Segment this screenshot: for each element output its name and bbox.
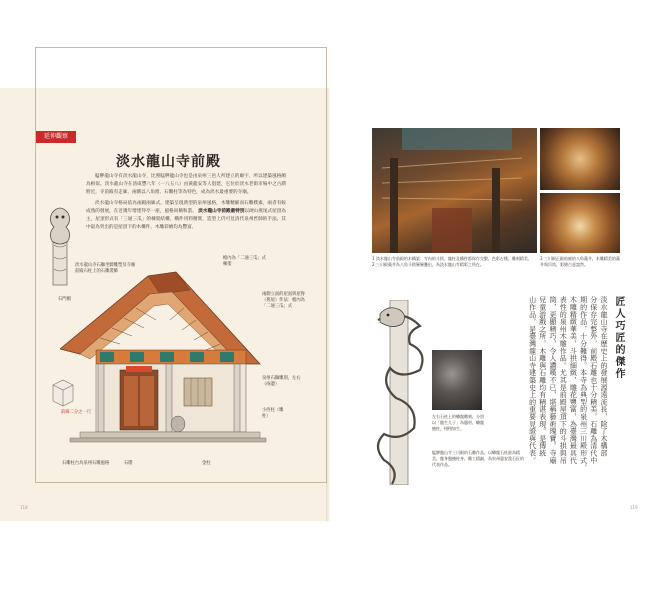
dragon-note-1: 左右石柱上的蟠龍雕刻，分別以「龍生九子」為題材，蟠龍繞柱，栩栩如生。 bbox=[432, 414, 484, 431]
vertical-line-4: 木雕精緻華美，斗拱細緻，雕花豐富，為臺灣最具代 bbox=[569, 296, 578, 464]
vertical-line-5: 表性的泉州木雕作品。尤其是前殿屋頂下的斗拱與吊 bbox=[559, 296, 568, 464]
truss-label: 檐內為「二通三瓜」式棟架 bbox=[223, 256, 266, 267]
temple-front-hall-drawing bbox=[60, 264, 270, 454]
caisson-ceiling-photo-1 bbox=[540, 128, 620, 190]
door-arch-label: 石門楣 bbox=[58, 297, 71, 302]
page-title: 淡水龍山寺前殿 bbox=[116, 154, 221, 170]
left-page-number: 118 bbox=[20, 505, 28, 510]
intro-paragraph-2-text: 淡水龍山寺格局依為兩殿兩廊式，建築呈現典型的泉州風格，木雕精細而石雕樸素，兩者有較成熟的發展，在近幾年增建拜亭一座，風格尚稱和諧。 bbox=[86, 201, 286, 214]
section-title: 匠人巧匠的傑作 bbox=[613, 296, 624, 380]
vertical-body-text bbox=[527, 296, 609, 492]
vertical-line-6: 筒，更顯精巧，令人讚嘆不已，堪稱藝術瑰寶。寺廟 bbox=[548, 296, 557, 464]
dragon-note-2: 艋舺龍山寺三川殿的石雕作品，以蟠龍石柱最為精美，龍身盤繞柱身，雕工精細，為泉州惠安派石匠的代表作品。 bbox=[432, 450, 524, 467]
intro-text bbox=[86, 173, 286, 235]
vertical-line-1: 淡水龍山寺在歷史上的發展源遠流長，除了木構部 bbox=[600, 296, 608, 457]
lion-label: 淡水龍山寺石獅坐騎雕塑及寺廟前殿石柱上的石雕裝飾 bbox=[75, 263, 136, 274]
intro-paragraph-1: 艋舺龍山寺有淡水龍山寺，比照艋舺龍山寺也是由泉州三邑人所建立的廟宇，所以建築風格頗為相似。淡水龍山寺在清咸豐八年（一八五八）由黃龍安等人倡建，它位於淡水老街市場中之古蹟附近，寺前殿有走廊，兩側以八角窗、石雕柱等為特色，成為淡水最重要的寺廟。 bbox=[86, 174, 286, 195]
temple-interior-detail bbox=[372, 128, 537, 253]
caisson-ceiling-photo-2 bbox=[540, 193, 620, 253]
base-label: 石雕柱台為泉州石雕風格 bbox=[62, 461, 110, 466]
intro-bold: 淡水龍山寺前殿最特別 bbox=[198, 209, 245, 214]
vertical-line-2: 分保存完整外，前殿石雕也十分精美，石雕為清代中 bbox=[589, 296, 598, 464]
photo-caption-1: 1 淡水龍山寺前殿的木構架：寺內的斗拱、龍柱及構件都保存完整，色彩古樸，雕刻精美。2 三川殿藻井為八角斗拱層層疊出，為淡水龍山寺精彩之所在。 bbox=[372, 256, 532, 267]
pillar-label: 金柱 bbox=[202, 461, 211, 466]
vertical-line-8: 山作品，是臺灣龍山寺建築史上的重要見證與代表。 bbox=[528, 296, 537, 464]
roof-detail-label: 兩側立面的屋面與屋脊（燕尾）作法：檐內為「二通三瓜」式 bbox=[262, 292, 305, 309]
vertical-line-3: 期的作品，十分難得。本寺為典型的泉州三川殿形式， bbox=[579, 296, 588, 472]
section-tag: 延伸觀察 bbox=[36, 131, 76, 143]
temple-interior-photo bbox=[372, 128, 537, 253]
dragon-carving-photo bbox=[432, 350, 482, 410]
dragon-pillar-sketch bbox=[368, 300, 430, 485]
intro-paragraph-2 bbox=[86, 200, 286, 232]
door-god-label: 泉州石獅雕刻，左右（兩邊） bbox=[262, 376, 301, 387]
small-column-label: 小西柱（雕柱） bbox=[262, 408, 284, 419]
right-page-number: 119 bbox=[630, 505, 638, 510]
photo-caption-2: 3 三川殿正殿前廊的八角藻井，木雕精美的藻井與吊筒，彩繪古意盎然。 bbox=[540, 256, 620, 267]
steps-label: 石階 bbox=[124, 461, 133, 466]
roof-ridge-label: 前廊二分之一尺 bbox=[61, 410, 92, 415]
intro-tail: 以硬山燕尾式屋頂為主，屋頂形式有「三通三瓜」的棟架結構，構件用料精實，造型上仍可見清代泉州匠師的手法，其中最為突出的是屋頂下的木構件，木雕彩繪均為豐富。 bbox=[86, 209, 286, 230]
vertical-line-7: 兒童游戲之所，木雕與石雕均有精湛表現。是傳統 bbox=[538, 296, 547, 457]
